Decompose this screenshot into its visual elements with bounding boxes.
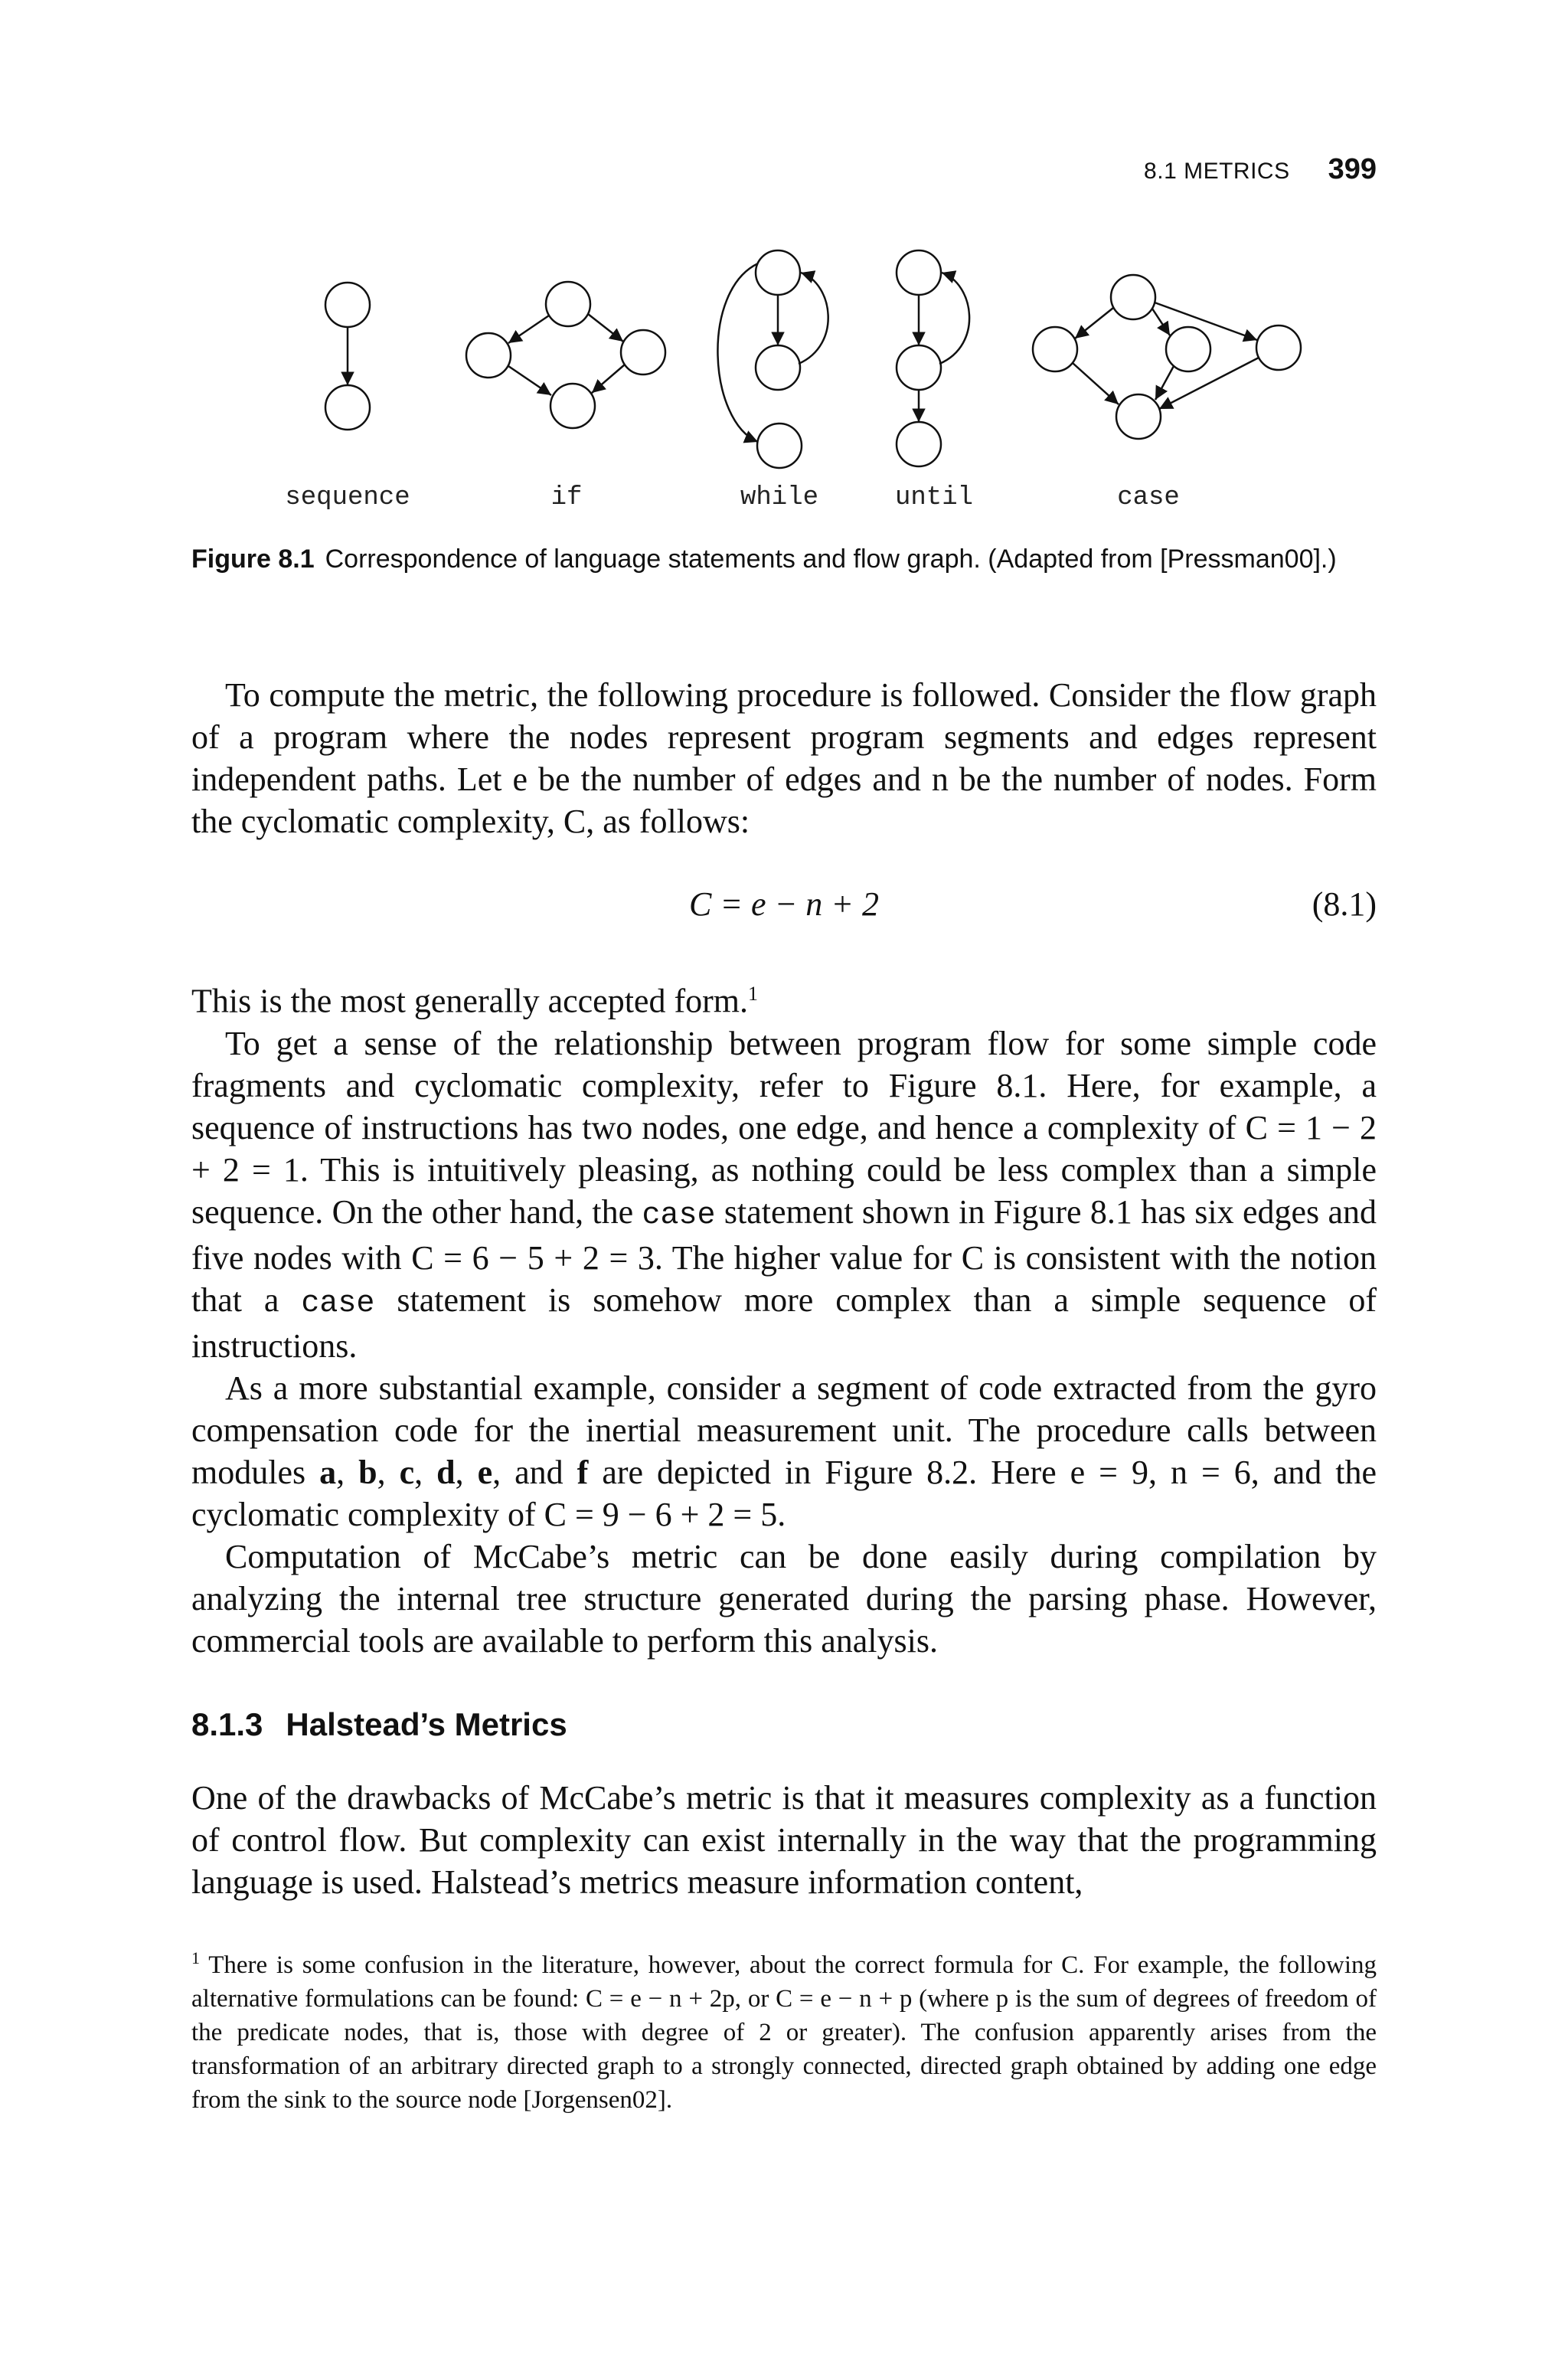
while-loop-edge — [799, 273, 828, 364]
body-text-bottom — [191, 1777, 1377, 1903]
sequence-node-1 — [325, 283, 370, 327]
paragraph: Computation of McCabe’s metric can be done easily during compilation by analyzing the internal tree structure generated during the parsing phase. However, commercial tools are available to perform this analysis. — [191, 1537, 1377, 1660]
until-node-top — [897, 250, 941, 295]
case-edge — [1073, 363, 1119, 404]
until-node-mid — [897, 345, 941, 390]
paragraph: To compute the metric, the following procedure is followed. Consider the flow graph of a program where the nodes represent program segments and edges represent independent paths. Let e be the number of edges and n be the number of nodes. Form the cyclomatic complexity, C, as follows: — [191, 676, 1377, 840]
body-text-main — [191, 973, 1377, 1662]
if-node-top — [546, 282, 590, 326]
case-node-top — [1111, 275, 1155, 319]
footnote-ref: 1 — [748, 983, 758, 1005]
figure-label-sequence: sequence — [285, 483, 410, 512]
paragraph: One of the drawbacks of McCabe’s metric is that it measures complexity as a function of control flow. But complexity can exist internally in the way that the programming language is used. Halstead’s metrics measure information content, — [191, 1779, 1377, 1901]
while-node-mid — [756, 345, 800, 390]
if-edge — [588, 314, 623, 342]
figure-caption-text: Correspondence of language statements and flow graph. (Adapted from [Pressman00].) — [325, 545, 1337, 574]
section-title: Halstead’s Metrics — [286, 1706, 567, 1742]
while-node-exit — [757, 424, 802, 468]
case-edge — [1075, 308, 1113, 339]
case-edge — [1155, 366, 1174, 400]
code-case: case — [301, 1286, 375, 1321]
paragraph: As a more substantial example, consider a segment of code extracted from the gyro compensation code for the inertial measurement unit. The procedure calls between modules a, b, c, d, e, and f are depicted in Figure 8.2. Here e = 9, n = 6, and the cyclomatic complexity of C = 9 − 6 + 2 = 5. — [191, 1369, 1377, 1533]
case-node-bottom — [1116, 394, 1161, 439]
paragraph: This is the most generally accepted form.$^1$ — [191, 982, 758, 1020]
running-header-section: 8.1 METRICS — [1144, 159, 1290, 184]
footnote-text: There is some confusion in the literature, however, about the correct formula for C. For example, the following alternative formulations can be found: C = e − n + 2p, or C = e − n + p (where p is the sum of degrees of freedom of the predicate nodes, that is, those with degree of 2 or greater). The confusion apparently arises from the transformation of an arbitrary directed graph to a strongly connected, directed graph obtained by adding one edge from the sink to the source node [Jorgensen02]. — [191, 1951, 1377, 2114]
case-node-right — [1256, 325, 1301, 370]
equation-number: (8.1) — [1312, 885, 1377, 923]
if-edge — [508, 316, 549, 343]
figure-label-while: while — [740, 483, 819, 512]
case-node-left — [1033, 327, 1077, 371]
section-heading — [191, 1706, 567, 1743]
body-text-top — [191, 674, 1377, 842]
if-node-right — [621, 330, 665, 374]
case-node-mid — [1166, 327, 1210, 371]
figure-caption-label: Figure 8.1 — [191, 545, 315, 574]
sequence-node-2 — [325, 385, 370, 430]
figure-label-case: case — [1117, 483, 1180, 512]
if-node-left — [466, 333, 511, 378]
equation-8-1 — [191, 885, 1377, 931]
until-node-exit — [897, 422, 941, 466]
figure-caption — [191, 542, 1377, 576]
case-edge — [1152, 309, 1170, 335]
figure-label-if: if — [550, 483, 583, 512]
footnote — [191, 1941, 1377, 2117]
if-edge — [508, 366, 551, 395]
while-node-top — [756, 250, 800, 295]
if-node-bottom — [550, 384, 595, 428]
equation-formula: C = e − n + 2 — [689, 885, 879, 923]
page-number: 399 — [1328, 153, 1377, 185]
if-edge — [592, 365, 625, 393]
paragraph: To get a sense of the relationship between program flow for some simple code fragments and cyclomatic complexity, refer to Figure 8.1. Here, for example, a sequence of instructions has two nodes, one edge, and hence a complexity of C = 1 − 2 + 2 = 1. This is intuitively pleasing, as nothing could be less complex than a simple sequence. On the other hand, the case statement shown in Figure 8.1 has six edges and five nodes with C = 6 − 5 + 2 = 3. The higher value for C is consistent with the notion that a case statement is somehow more complex than a simple sequence of instructions. — [191, 1024, 1377, 1365]
while-exit-edge — [717, 263, 758, 442]
section-number: 8.1.3 — [191, 1706, 263, 1742]
until-loop-edge — [939, 273, 969, 364]
code-case: case — [642, 1198, 716, 1233]
flow-graph-figure — [260, 230, 1332, 521]
running-header — [995, 153, 1377, 186]
footnote-marker: 1 — [191, 1948, 200, 1967]
figure-label-until: until — [894, 483, 974, 512]
